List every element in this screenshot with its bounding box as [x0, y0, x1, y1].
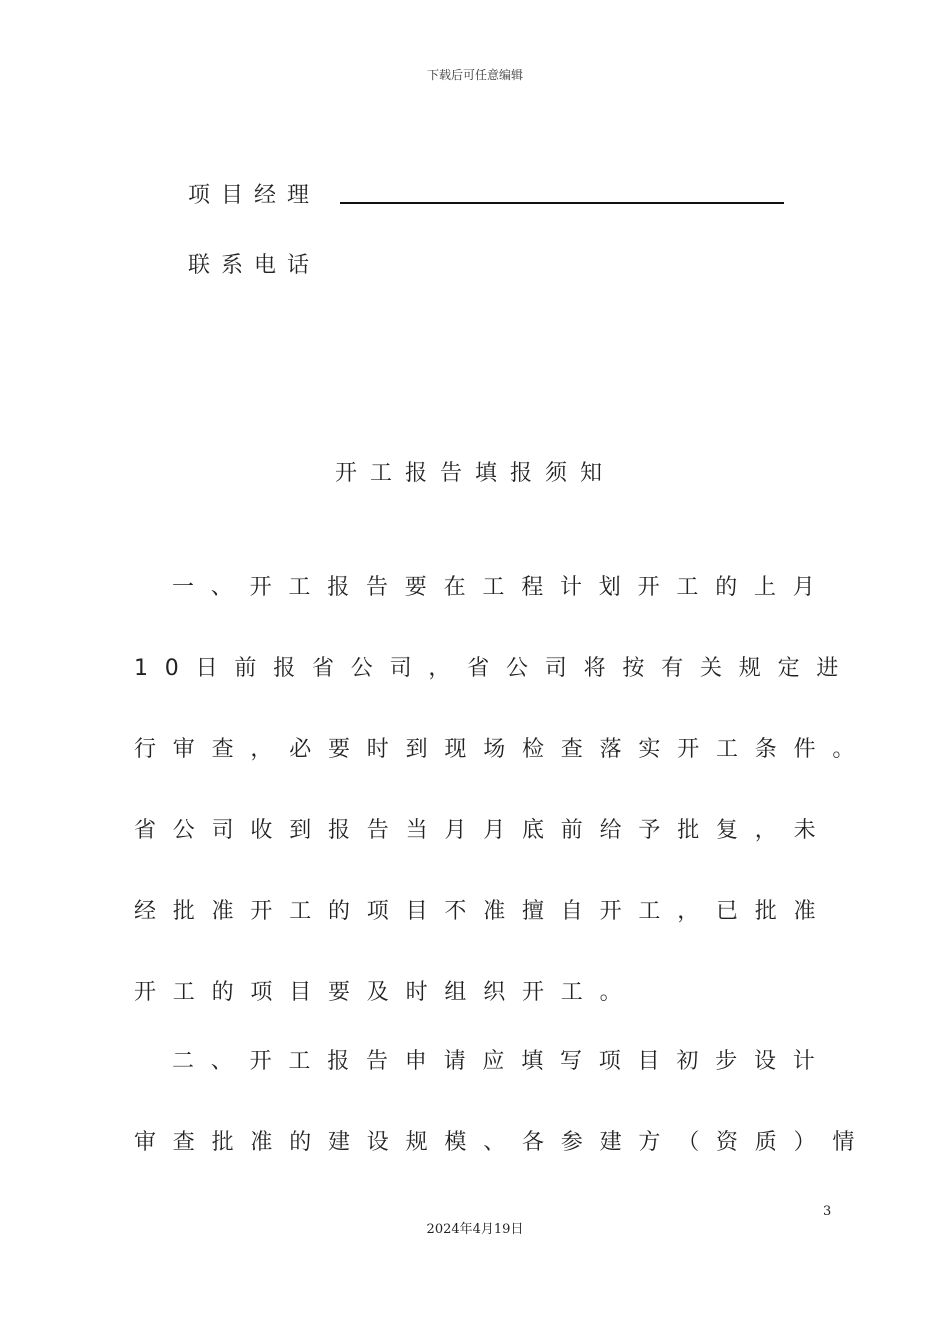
- footer-date: 2024年4月19日: [426, 1222, 524, 1237]
- body-line-2: 10日前报省公司，省公司将按有关规定进: [134, 656, 856, 681]
- body-line-3: 行审查，必要时到现场检查落实开工条件。: [134, 737, 872, 762]
- page-header: 下载后可任意编辑: [426, 68, 523, 82]
- body-line-7: 二、开工报告申请应填写项目初步设计: [172, 1049, 832, 1074]
- body-line-1: 一、开工报告要在工程计划开工的上月: [172, 575, 832, 600]
- document-title: 开工报告填报须知: [334, 461, 615, 486]
- body-line-4: 省公司收到报告当月月底前给予批复，未: [134, 818, 833, 843]
- body-line-8: 审查批准的建设规模、各参建方（资质）情: [134, 1130, 872, 1155]
- contact-phone-label: 联系电话: [188, 253, 321, 278]
- page-number: 3: [823, 1204, 832, 1219]
- project-manager-label: 项目经理: [188, 183, 321, 208]
- body-line-5: 经批准开工的项目不准擅自开工，已批准: [134, 899, 833, 924]
- project-manager-underline: [340, 202, 784, 204]
- body-line-6: 开工的项目要及时组织开工。: [134, 980, 639, 1005]
